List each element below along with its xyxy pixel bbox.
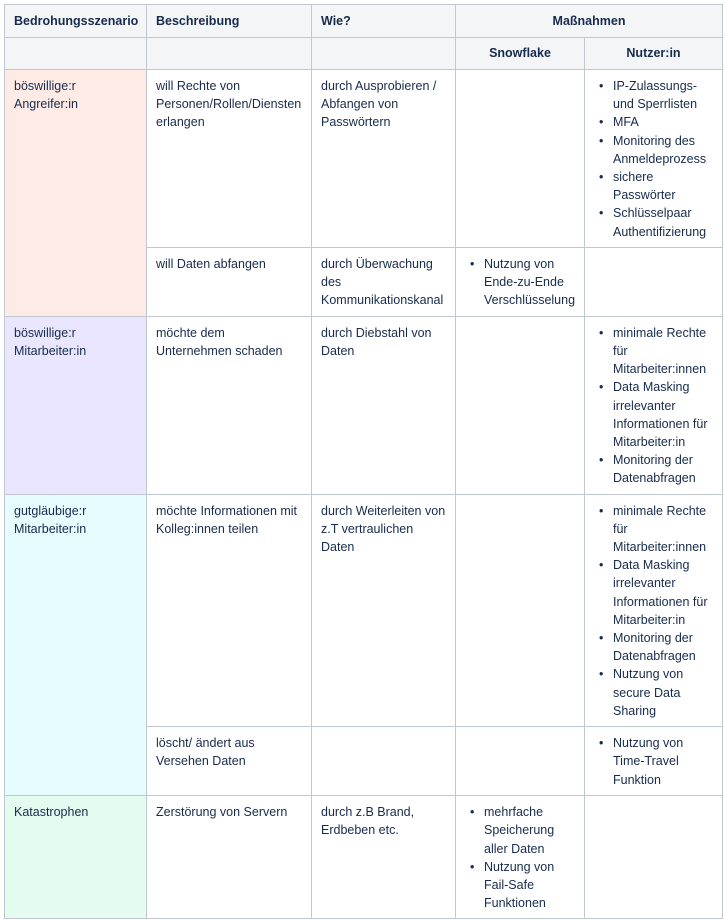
how-cell: durch Diebstahl von Daten [312,316,456,494]
measures-list [594,324,713,488]
header-how: Wie? [312,5,456,38]
measures-list [465,803,575,912]
header-measures: Maßnahmen [456,5,723,38]
how-cell: durch Weiterleiten von z.T vertraulichen Daten [312,494,456,726]
user-measures-cell [585,70,723,248]
scenario-cell: böswillige:r Angreifer:in [5,70,147,317]
snowflake-measures-cell [456,494,585,726]
subheader-empty [5,38,147,70]
header-snowflake: Snowflake [456,38,585,70]
user-measures-cell [585,316,723,494]
list-item: • Nutzung von Ende-zu-Ende Verschlüsselung [484,255,575,310]
measures-list [465,255,575,310]
snowflake-measures-cell [456,316,585,494]
table-row [5,316,723,494]
list-item: • mehrfache Speicherung aller Daten [484,803,575,858]
header-scenario: Bedrohungsszenario [5,5,147,38]
description-cell: will Rechte von Personen/Rollen/Diensten erlangen [147,70,312,248]
how-cell: durch Ausprobieren / Abfangen von Passwörtern [312,70,456,248]
list-item: • Nutzung von secure Data Sharing [613,665,713,720]
header-row [5,5,723,38]
scenario-cell: gutgläubige:r Mitarbeiter:in [5,494,147,795]
how-cell [312,727,456,796]
description-cell: möchte Informationen mit Kolleg:innen teilen [147,494,312,726]
list-item: • Monitoring des Anmeldeprozess [613,132,713,168]
list-item: • IP-Zulassungs- und Sperrlisten [613,77,713,113]
list-item: • minimale Rechte für Mitarbeiter:innen [613,324,713,379]
list-item: • Monitoring der Datenabfragen [613,629,713,665]
measures-list [594,77,713,241]
header-description: Beschreibung [147,5,312,38]
measures-list [594,502,713,720]
description-cell: löscht/ ändert aus Versehen Daten [147,727,312,796]
list-item: • Monitoring der Datenabfragen [613,451,713,487]
snowflake-measures-cell [456,70,585,248]
header-user: Nutzer:in [585,38,723,70]
subheader-empty [312,38,456,70]
description-cell: will Daten abfangen [147,247,312,316]
user-measures-cell [585,727,723,796]
user-measures-cell [585,796,723,919]
table-row [5,70,723,248]
how-cell: durch Überwachung des Kommunikationskanal [312,247,456,316]
table-row [5,494,723,726]
subheader-row [5,38,723,70]
subheader-empty [147,38,312,70]
list-item: • minimale Rechte für Mitarbeiter:innen [613,502,713,557]
description-cell: Zerstörung von Servern [147,796,312,919]
list-item: • sichere Passwörter [613,168,713,204]
list-item: • Nutzung von Time-Travel Funktion [613,734,713,789]
how-cell: durch z.B Brand, Erdbeben etc. [312,796,456,919]
user-measures-cell [585,247,723,316]
scenario-cell: Katastrophen [5,796,147,919]
list-item: • Schlüsselpaar Authentifizierung [613,204,713,240]
table-row [5,796,723,919]
list-item: • Data Masking irrelevanter Informationen für Mitarbeiter:in [613,556,713,629]
snowflake-measures-cell [456,796,585,919]
description-cell: möchte dem Unternehmen schaden [147,316,312,494]
scenario-cell: böswillige:r Mitarbeiter:in [5,316,147,494]
user-measures-cell [585,494,723,726]
measures-list [594,734,713,789]
threat-table [4,4,723,919]
list-item: • Data Masking irrelevanter Informationen für Mitarbeiter:in [613,378,713,451]
snowflake-measures-cell [456,727,585,796]
list-item: • Nutzung von Fail-Safe Funktionen [484,858,575,913]
snowflake-measures-cell [456,247,585,316]
list-item: • MFA [613,113,713,131]
